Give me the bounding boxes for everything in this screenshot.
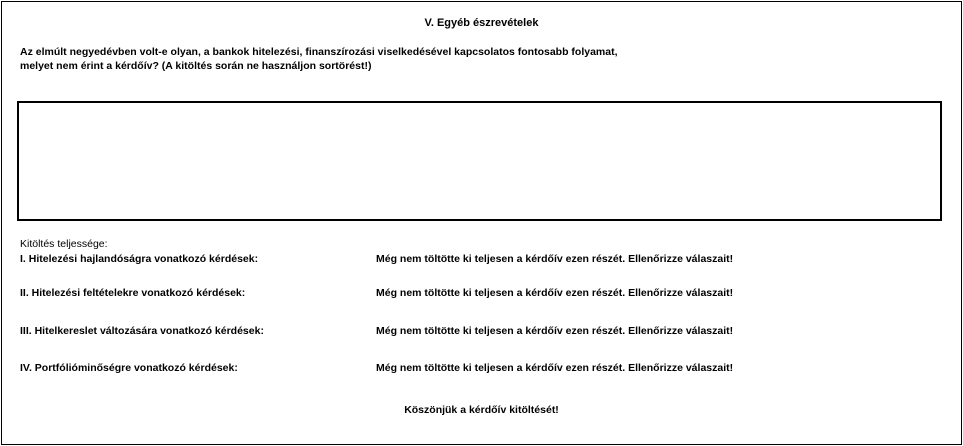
thanks-message: Köszönjük a kérdőív kitöltését! (404, 404, 559, 416)
completion-row-status-1: Még nem töltötte ki teljesen a kérdőív ezen részét. Ellenőrizze válaszait! (376, 253, 734, 265)
completion-heading: Kitöltés teljessége: (20, 238, 108, 250)
question-line-2: melyet nem érint a kérdőív? (A kitöltés során ne használjon sortörést!) (20, 60, 372, 72)
completion-row-status-3: Még nem töltötte ki teljesen a kérdőív ezen részét. Ellenőrizze válaszait! (376, 325, 734, 337)
completion-row-status-2: Még nem töltötte ki teljesen a kérdőív ezen részét. Ellenőrizze válaszait! (376, 287, 734, 299)
completion-row-label-2: II. Hitelezési feltételekre vonatkozó kérdések: (20, 287, 246, 299)
completion-row-label-3: III. Hitelkereslet változására vonatkozó kérdések: (20, 325, 264, 337)
completion-row-label-1: I. Hitelezési hajlandóságra vonatkozó kérdések: (20, 253, 259, 265)
question-text (20, 45, 618, 73)
question-line-1: Az elmúlt negyedévben volt-e olyan, a bankok hitelezési, finanszírozási viselkedésével kapcsolatos fontosabb folyamat, (20, 46, 618, 58)
section-title: V. Egyéb észrevételek (424, 17, 539, 29)
completion-row-label-4: IV. Portfólióminőségre vonatkozó kérdések: (20, 362, 238, 374)
completion-row-status-4: Még nem töltötte ki teljesen a kérdőív ezen részét. Ellenőrizze válaszait! (376, 362, 734, 374)
answer-textarea[interactable] (17, 101, 942, 221)
